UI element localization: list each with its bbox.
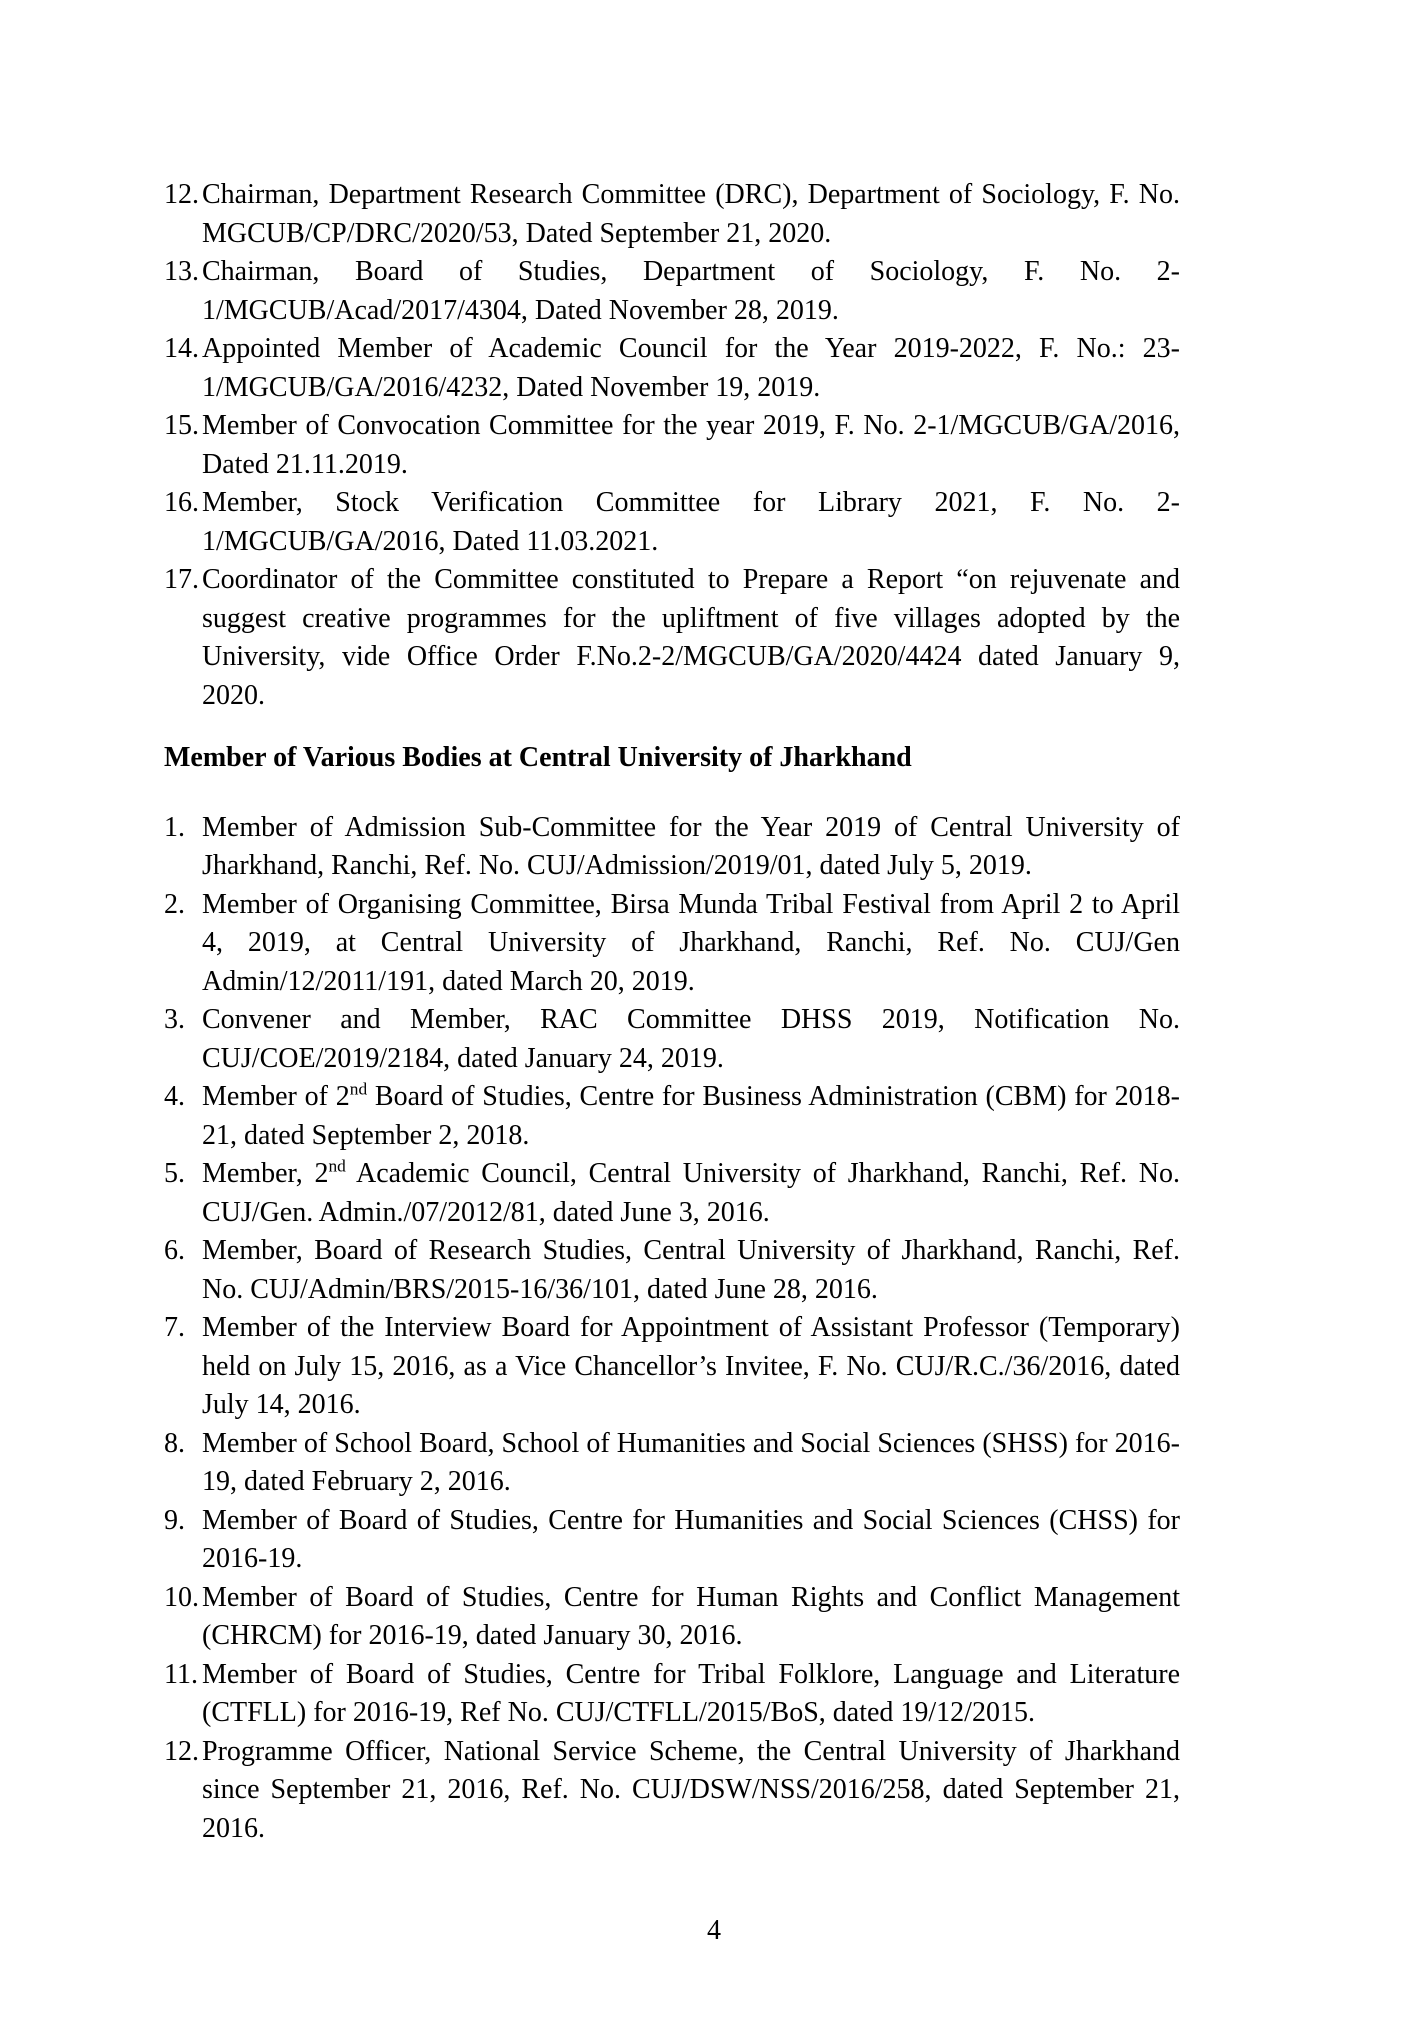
list-item-number: 12.: [164, 179, 199, 210]
list-item-number: 1.: [164, 811, 185, 843]
text-run: Member of Board of Studies, Centre for Human Rights and Conflict Management (CHRCM) for 2016-19, dated January 30, 2016.: [202, 1581, 1180, 1651]
list-item-number: 2.: [164, 888, 185, 920]
list-item: [164, 330, 1180, 407]
list-item: [164, 1001, 1180, 1078]
list-item: [164, 176, 1180, 253]
list-item-text: [202, 564, 1180, 711]
list-item-number: 6.: [164, 1235, 185, 1266]
text-run: Member of Admission Sub-Committee for the Year 2019 of Central University of Jharkhand, Ranchi, Ref. No. CUJ/Admission/2019/01, dated July 5, 2019.: [202, 811, 1180, 881]
text-run: Member of Board of Studies, Centre for Humanities and Social Sciences (CHSS) for 2016-19.: [202, 1504, 1180, 1574]
list-item: [164, 1155, 1180, 1232]
text-run: Chairman, Department Research Committee (DRC), Department of Sociology, F. No. MGCUB/CP/DRC/2020/53, Dated September 21, 2020.: [202, 179, 1180, 249]
list-item-text: [202, 1235, 1180, 1305]
text-run: Member of Organising Committee, Birsa Munda Tribal Festival from April 2 to April 4, 2019, at Central University of Jharkhand, Ranchi, Ref. No. CUJ/Gen Admin/12/2011/191, dated March 20, 2019.: [202, 888, 1180, 997]
text-run: Convener and Member, RAC Committee DHSS 2019, Notification No. CUJ/COE/2019/2184, dated January 24, 2019.: [202, 1004, 1180, 1074]
list-item: [164, 1232, 1180, 1309]
list-item-number: 13.: [164, 256, 199, 287]
text-run: Programme Officer, National Service Scheme, the Central University of Jharkhand since September 21, 2016, Ref. No. CUJ/DSW/NSS/2016/258, dated September 21, 2016.: [202, 1735, 1180, 1844]
list-item-number: 15.: [164, 410, 199, 441]
text-run: Member of 2: [202, 1081, 350, 1112]
list-item-text: [202, 1505, 1180, 1575]
text-run: Member, Board of Research Studies, Central University of Jharkhand, Ranchi, Ref. No. CUJ/Admin/BRS/2015-16/36/101, dated June 28, 2016.: [202, 1235, 1180, 1305]
list-item: [164, 886, 1180, 1002]
list-item-number: 9.: [164, 1504, 185, 1536]
list-item: [164, 809, 1180, 886]
ordinal-suffix: nd: [328, 1156, 346, 1176]
list-item: [164, 561, 1180, 715]
list-item-number: 4.: [164, 1081, 185, 1112]
list-item-number: 8.: [164, 1427, 185, 1459]
list-item-number: 11.: [164, 1658, 198, 1690]
text-run: Coordinator of the Committee constituted to Prepare a Report “on rejuvenate and suggest creative programmes for the upliftment of five villages adopted by the University, vide Office Order F.No.2-2/MGCUB/GA/2020/4424 dated January 9, 2020.: [202, 564, 1180, 711]
list-item-number: 10.: [164, 1581, 199, 1613]
text-run: Member, 2: [202, 1158, 329, 1189]
list-item: [164, 1733, 1180, 1849]
list-item: [164, 253, 1180, 330]
list-item-text: [202, 812, 1180, 882]
text-run: Member of Board of Studies, Centre for Tribal Folklore, Language and Literature (CTFLL) for 2016-19, Ref No. CUJ/CTFLL/2015/BoS, dated 19/12/2015.: [202, 1658, 1180, 1728]
list-item: [164, 1309, 1180, 1425]
cuj-bodies-list: [164, 809, 1180, 1849]
list-item-number: 16.: [164, 487, 199, 518]
ordinal-suffix: nd: [349, 1079, 368, 1099]
list-item-text: [202, 256, 1180, 326]
list-item-text: [202, 1081, 1180, 1151]
text-run: Academic Council, Central University of Jharkhand, Ranchi, Ref. No. CUJ/Gen. Admin./07/2012/81, dated June 3, 2016.: [202, 1158, 1180, 1228]
mgcub-positions-list: [164, 176, 1180, 715]
list-item-text: [202, 410, 1180, 480]
list-item-number: 17.: [164, 564, 199, 595]
list-item: [164, 1425, 1180, 1502]
text-run: Appointed Member of Academic Council for the Year 2019-2022, F. No.: 23-1/MGCUB/GA/2016/4232, Dated November 19, 2019.: [202, 333, 1180, 403]
page-content: [164, 176, 1180, 1848]
list-item: [164, 484, 1180, 561]
text-run: Member of Convocation Committee for the year 2019, F. No. 2-1/MGCUB/GA/2016, Dated 21.11.2019.: [202, 410, 1180, 480]
list-item-number: 3.: [164, 1004, 185, 1035]
list-item: [164, 1078, 1180, 1155]
list-item-text: [202, 1004, 1180, 1074]
list-item-text: [202, 487, 1180, 557]
list-item: [164, 1502, 1180, 1579]
list-item-text: [202, 333, 1180, 403]
list-item-text: [202, 1736, 1180, 1844]
list-item-number: 5.: [164, 1158, 185, 1189]
text-run: Board of Studies, Centre for Business Administration (CBM) for 2018-21, dated September 2, 2018.: [202, 1081, 1180, 1151]
list-item-number: 12.: [164, 1735, 199, 1767]
list-item-text: [202, 1312, 1180, 1420]
list-item-text: [202, 179, 1180, 249]
text-run: Member of School Board, School of Humanities and Social Sciences (SHSS) for 2016-19, dated February 2, 2016.: [202, 1427, 1180, 1497]
text-run: Chairman, Board of Studies, Department of Sociology, F. No. 2-1/MGCUB/Acad/2017/4304, Dated November 28, 2019.: [202, 256, 1180, 326]
list-item-text: [202, 1659, 1180, 1729]
list-item: [164, 1656, 1180, 1733]
list-item-text: [202, 1158, 1180, 1228]
section-heading: Member of Various Bodies at Central University of Jharkhand: [164, 742, 912, 773]
list-item-number: 14.: [164, 333, 199, 364]
list-item-text: [202, 889, 1180, 997]
list-item-number: 7.: [164, 1312, 185, 1343]
list-item-text: [202, 1582, 1180, 1652]
list-item-text: [202, 1428, 1180, 1498]
text-run: Member of the Interview Board for Appointment of Assistant Professor (Temporary) held on July 15, 2016, as a Vice Chancellor’s Invitee, F. No. CUJ/R.C./36/2016, dated July 14, 2016.: [202, 1312, 1180, 1420]
list-item: [164, 1579, 1180, 1656]
list-item: [164, 407, 1180, 484]
page-number: 4: [707, 1915, 721, 1946]
text-run: Member, Stock Verification Committee for Library 2021, F. No. 2-1/MGCUB/GA/2016, Dated 11.03.2021.: [202, 487, 1180, 557]
